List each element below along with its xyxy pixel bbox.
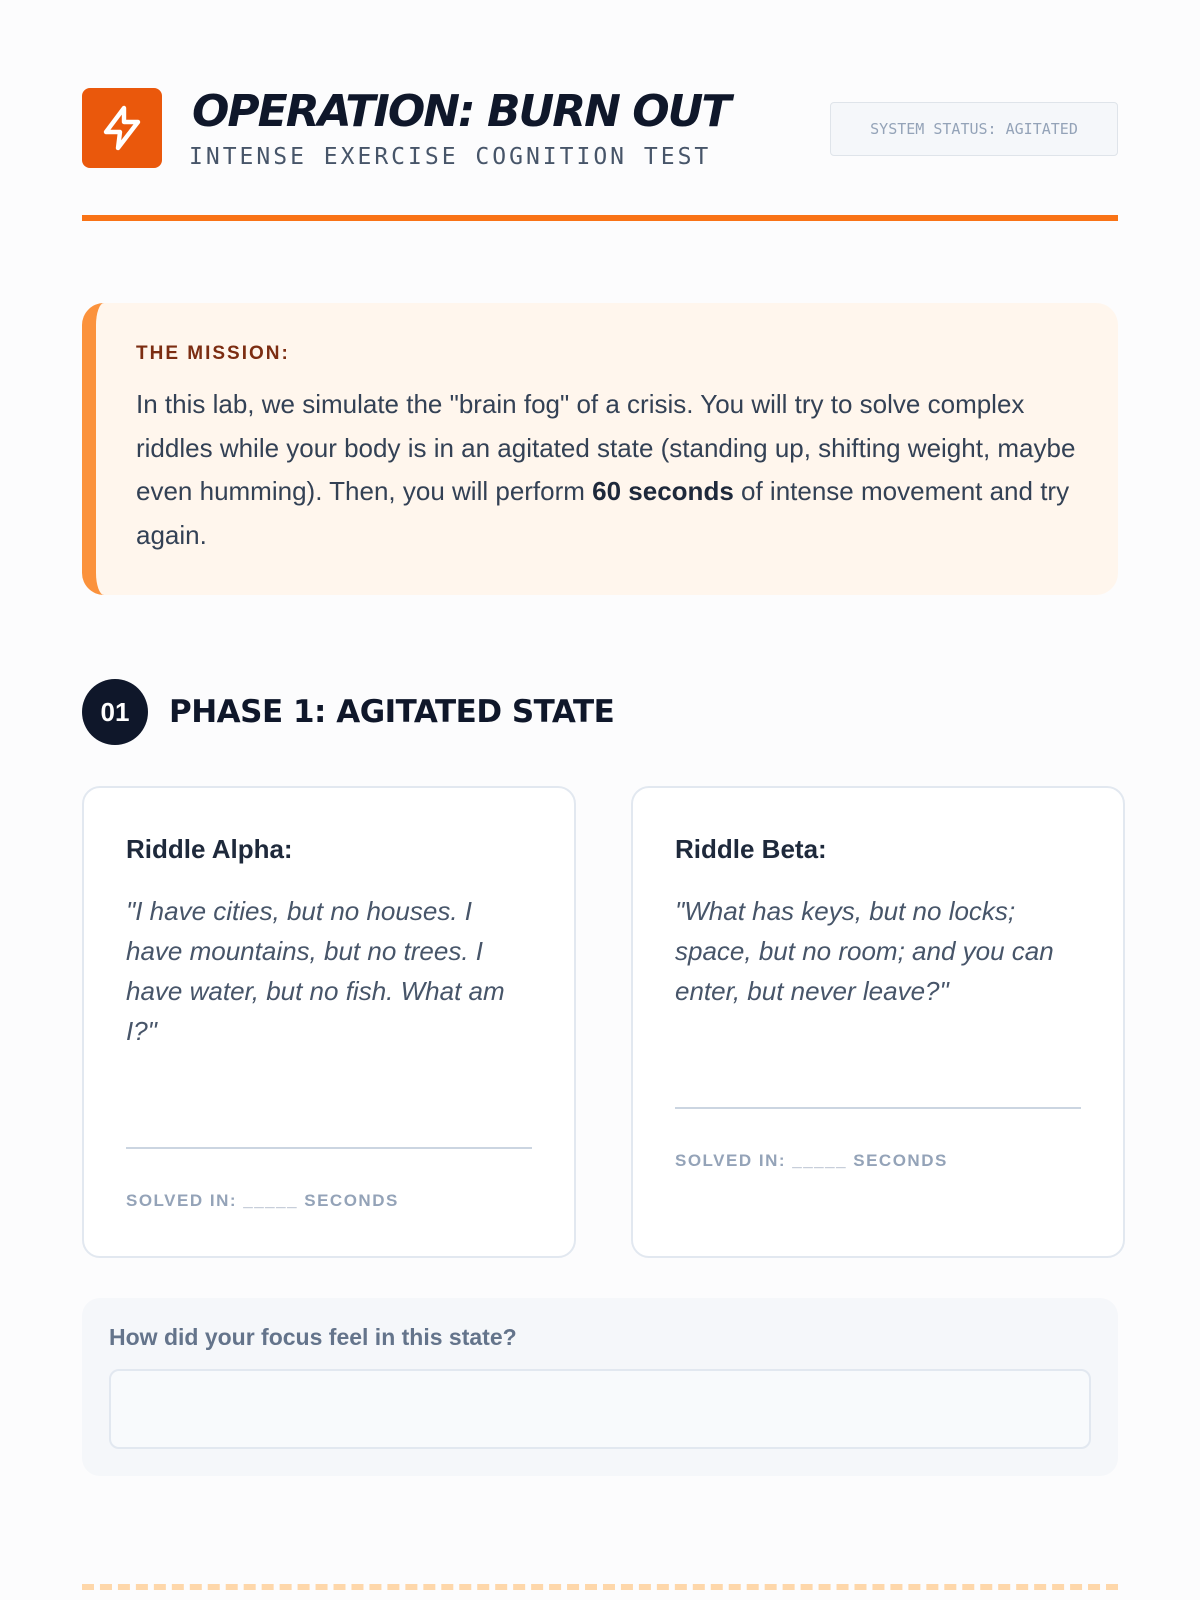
riddle-title: Riddle Beta:	[675, 834, 827, 864]
logo	[82, 88, 162, 168]
header-divider	[82, 215, 1118, 221]
mission-text-part: of intense movement and try again.	[136, 476, 1070, 550]
riddle-title: Riddle Alpha:	[126, 834, 293, 864]
lightning-bolt-icon	[98, 104, 146, 152]
page-title: OPERATION: BURN OUT	[192, 86, 730, 137]
solved-time-label: SOLVED IN: _____ SECONDS	[675, 1151, 948, 1170]
riddle-text: "What has keys, but no locks; space, but no room; and you can enter, but never leave?"	[675, 896, 1054, 1006]
mission-text-part: In this lab, we simulate the "brain fog" of a crisis. You will try to solve complex riddles while your body is in an agitated state (standing up, shifting weight, maybe even humming). Then, you will perform	[136, 389, 1076, 506]
phase-number-badge: 01	[82, 679, 148, 745]
mission-label: THE MISSION:	[136, 343, 290, 364]
header	[82, 86, 1118, 182]
solved-time-label: SOLVED IN: _____ SECONDS	[126, 1191, 399, 1210]
answer-line[interactable]	[675, 1107, 1081, 1109]
status-badge: SYSTEM STATUS: AGITATED	[830, 102, 1118, 156]
phase-heading	[82, 679, 614, 745]
riddle-text: "I have cities, but no houses. I have mountains, but no trees. I have water, but no fish. What am I?"	[126, 896, 505, 1046]
mission-text-emphasis: 60 seconds	[592, 476, 734, 506]
riddle-card-beta	[631, 786, 1125, 1258]
page-subtitle: INTENSE EXERCISE COGNITION TEST	[189, 144, 712, 170]
focus-reflection-input[interactable]	[109, 1369, 1091, 1449]
answer-line[interactable]	[126, 1147, 532, 1149]
mission-callout	[82, 303, 1118, 595]
reflection-panel	[82, 1298, 1118, 1476]
phase-title: PHASE 1: AGITATED STATE	[169, 694, 615, 730]
section-divider	[82, 1584, 1118, 1590]
mission-text	[136, 383, 1078, 557]
reflection-label: How did your focus feel in this state?	[109, 1324, 517, 1350]
riddle-card-alpha	[82, 786, 576, 1258]
